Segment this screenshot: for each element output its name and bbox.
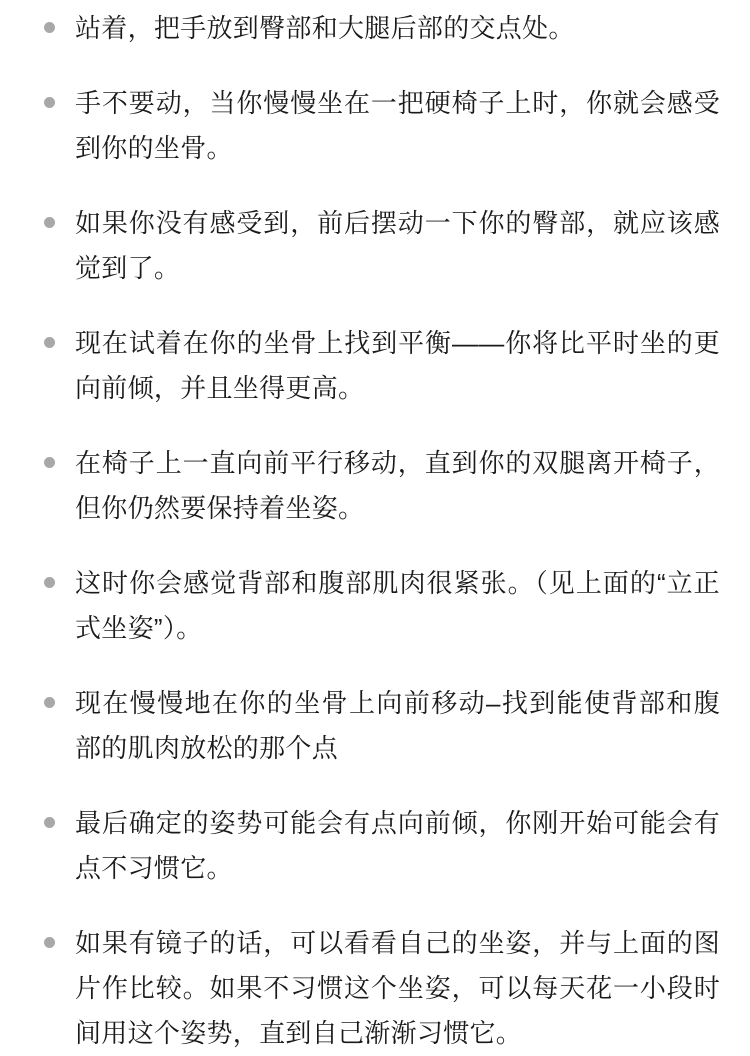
list-item-text: 现在试着在你的坐骨上找到平衡——你将比平时坐的更向前倾，并且坐得更高。 [75,328,720,403]
list-item-text: 如果有镜子的话，可以看看自己的坐姿，并与上面的图片作比较。如果不习惯这个坐姿，可以每天花一小段时间用这个姿势，直到自己渐渐习惯它。 [75,928,720,1048]
list-item [30,441,720,531]
instruction-list [30,6,720,1056]
list-item-text: 如果你没有感受到，前后摆动一下你的臀部，就应该感觉到了。 [75,208,720,283]
bullet-dot-icon [44,337,55,348]
bullet-dot-icon [44,457,55,468]
bullet-dot-icon [44,937,55,948]
bullet-dot-icon [44,97,55,108]
list-item-text: 手不要动，当你慢慢坐在一把硬椅子上时，你就会感受到你的坐骨。 [75,88,720,163]
bullet-dot-icon [44,577,55,588]
list-item-text: 最后确定的姿势可能会有点向前倾，你刚开始可能会有点不习惯它。 [75,808,720,883]
list-item [30,561,720,651]
list-item [30,81,720,171]
list-item [30,201,720,291]
list-item-text: 现在慢慢地在你的坐骨上向前移动–找到能使背部和腹部的肌肉放松的那个点 [75,688,720,763]
list-item-text: 在椅子上一直向前平行移动，直到你的双腿离开椅子，但你仍然要保持着坐姿。 [75,448,720,523]
bullet-dot-icon [44,697,55,708]
list-item [30,921,720,1056]
list-item-text: 站着，把手放到臀部和大腿后部的交点处。 [75,13,575,43]
list-item [30,801,720,891]
bullet-dot-icon [44,22,55,33]
list-item [30,6,720,51]
bullet-dot-icon [44,217,55,228]
list-item [30,681,720,771]
list-item-text: 这时你会感觉背部和腹部肌肉很紧张。（见上面的“立正式坐姿”）。 [75,568,720,643]
bullet-dot-icon [44,817,55,828]
list-item [30,321,720,411]
